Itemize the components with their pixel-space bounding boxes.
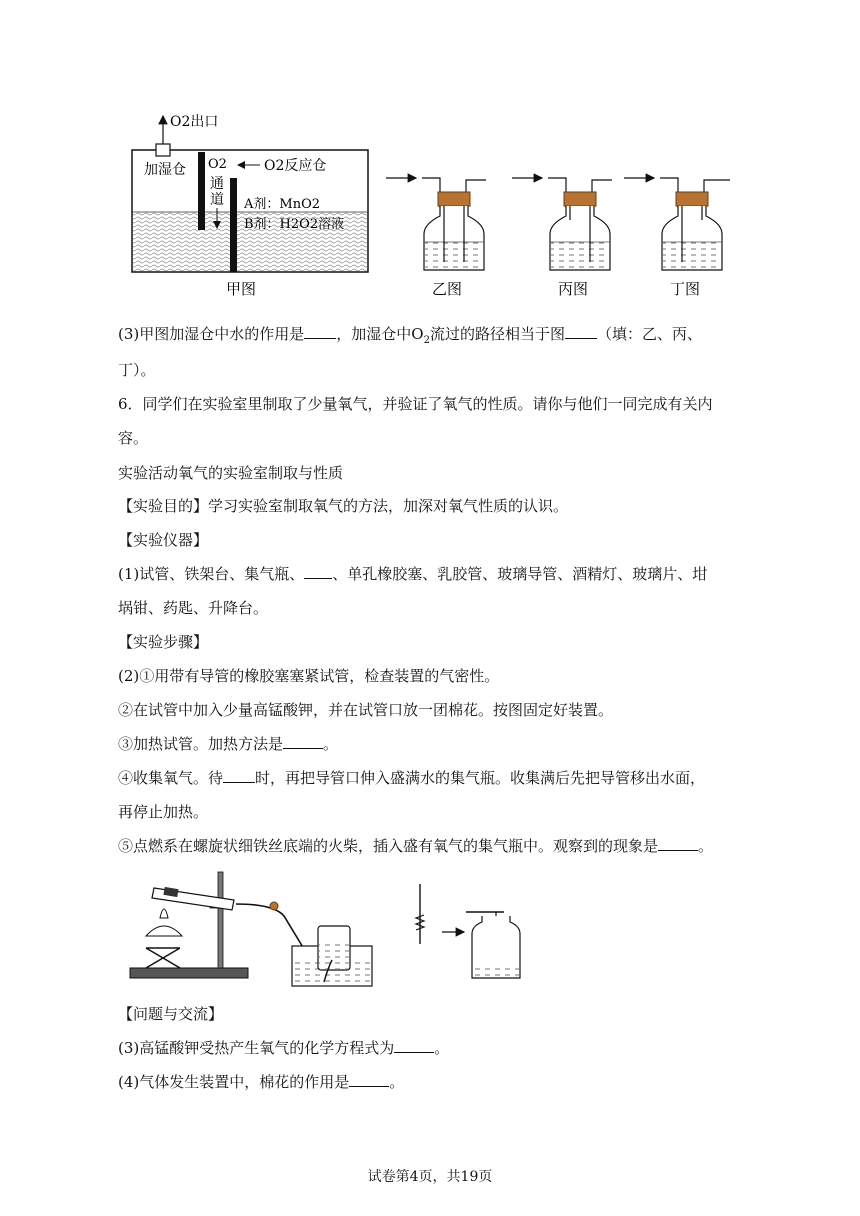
- step5-text-a: ⑤点燃系在螺旋状细铁丝底端的火柴，插入盛有氧气的集气瓶中。观察到的现象是: [118, 837, 659, 855]
- step-5: [118, 836, 713, 856]
- apparatus-line: [118, 564, 707, 584]
- channel-char-2: 道: [210, 192, 224, 208]
- reaction-chamber-label: O2反应仓: [264, 158, 327, 174]
- activity-title: 实验活动氧气的实验室制取与性质: [118, 464, 344, 482]
- channel-o2-label: O2: [208, 157, 227, 172]
- bottle-bing: [512, 178, 612, 298]
- discussion-heading: 【问题与交流】: [118, 1005, 224, 1023]
- q3-text-d: （填：乙、丙、: [596, 325, 702, 343]
- q4-text-b: 。: [389, 1073, 405, 1091]
- step-1: (2)①用带有导管的橡胶塞塞紧试管，检查装置的气密性。: [118, 667, 500, 685]
- humidifier-label: 加湿仓: [144, 162, 186, 178]
- caption-jia: 甲图: [226, 280, 257, 298]
- q6-line-cont: 容。: [118, 429, 149, 447]
- step-2: ②在试管中加入少量高锰酸钾，并在试管口放一团棉花。按图固定好装置。: [118, 701, 614, 719]
- stopper: [676, 192, 708, 206]
- step-4-cont: 再停止加热。: [118, 803, 209, 821]
- o2-outlet-label: O2出口: [170, 114, 219, 130]
- partition-left: [198, 152, 205, 230]
- step5-text-b: 。: [698, 837, 714, 855]
- apparatus-figure: [124, 864, 534, 990]
- caption-ding: 丁图: [670, 280, 701, 298]
- q3b-text-a: (3)高锰酸钾受热产生氧气的化学方程式为: [118, 1039, 395, 1057]
- q3-line-cont: 丁）。: [118, 361, 156, 379]
- purpose-line: 【实验目的】学习实验室制取氧气的方法，加深对氧气性质的认识。: [118, 497, 569, 515]
- question-4: [118, 1072, 404, 1092]
- answer-blank[interactable]: [394, 1038, 434, 1053]
- agent-b-label: B剂：H2O2溶液: [244, 217, 345, 232]
- step4-text-a: ④收集氧气。待: [118, 769, 224, 787]
- q3-text-b: ，加湿仓中O: [336, 325, 424, 343]
- q3-text-c: 流过的路径相当于图: [429, 325, 565, 343]
- bottle-ding: [624, 178, 730, 298]
- answer-blank[interactable]: [349, 1072, 389, 1087]
- apparatus-heading: 【实验仪器】: [118, 531, 209, 549]
- apparatus-text-a: (1)试管、铁架台、集气瓶、: [118, 565, 305, 583]
- outlet-valve-icon: [156, 144, 170, 156]
- step-4: [118, 768, 705, 788]
- q3-line: [118, 324, 702, 351]
- step3-text-a: ③加热试管。加热方法是: [118, 735, 284, 753]
- q3-subscript: 2: [423, 335, 430, 346]
- iron-wire-combustion: [416, 884, 520, 978]
- step-3: [118, 734, 338, 754]
- channel-char-1: 通: [210, 176, 224, 192]
- q6-line: 6．同学们在实验室里制取了少量氧气，并验证了氧气的性质。请你与他们一同完成有关内: [118, 395, 713, 413]
- heating-setup: [130, 872, 372, 986]
- answer-blank[interactable]: [223, 768, 255, 783]
- answer-blank[interactable]: [304, 564, 332, 579]
- step3-text-b: 。: [323, 735, 339, 753]
- caption-bing: 丙图: [558, 280, 589, 298]
- partition-right: [230, 178, 237, 272]
- answer-blank[interactable]: [283, 734, 323, 749]
- answer-blank[interactable]: [304, 324, 336, 339]
- step4-text-b: 时，再把导管口伸入盛满水的集气瓶。收集满后先把导管移出水面，: [255, 769, 706, 787]
- stopper: [564, 192, 596, 206]
- q3b-text-b: 。: [434, 1039, 450, 1057]
- q4-text-a: (4)气体发生装置中，棉花的作用是: [118, 1073, 350, 1091]
- jia-device: [132, 114, 368, 298]
- steps-heading: 【实验步骤】: [118, 633, 209, 651]
- page-footer: 试卷第4页，共19页: [367, 1169, 493, 1185]
- apparatus-text-b: 、单孔橡胶塞、乳胶管、玻璃导管、酒精灯、玻璃片、坩: [332, 565, 708, 583]
- agent-a-label: A剂：MnO2: [244, 197, 321, 212]
- answer-blank[interactable]: [565, 324, 597, 339]
- question-3b: [118, 1038, 449, 1058]
- bottle-yi: [386, 178, 486, 298]
- oxygen-generator-figure: [120, 108, 740, 304]
- stopper: [438, 192, 470, 206]
- apparatus-line-cont: 埚钳、药匙、升降台。: [118, 599, 269, 617]
- answer-blank[interactable]: [658, 836, 698, 851]
- q3-text-a: (3)甲图加湿仓中水的作用是: [118, 325, 305, 343]
- caption-yi: 乙图: [432, 280, 463, 298]
